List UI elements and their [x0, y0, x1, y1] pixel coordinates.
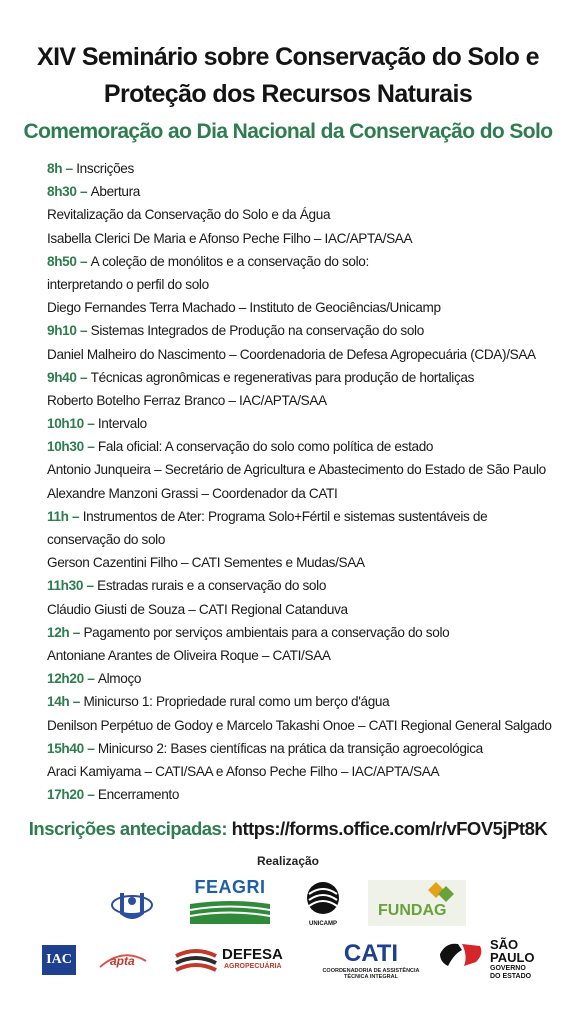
program-text: A coleção de monólitos e a conservação do solo: [90, 253, 369, 269]
registration-label: Inscrições antecipadas: [28, 818, 228, 839]
time-separator: – [76, 253, 91, 269]
iac-logo [42, 945, 76, 975]
program-text: Encerramento [97, 787, 180, 803]
time-separator: – [76, 369, 91, 385]
program-text: conservação do solo [47, 532, 166, 547]
cati-logo [316, 940, 426, 986]
program-text: Antoniane Arantes de Oliveira Roque – CATI/SAA [47, 647, 331, 663]
fundag-logo [368, 880, 466, 926]
time-separator: – [69, 694, 84, 710]
program-text: Antonio Junqueira – Secretário de Agricultura e Abastecimento do Estado de São Paulo [47, 462, 546, 478]
program-line [47, 598, 567, 621]
program-line [47, 296, 567, 319]
cati-subtext-2: TÉCNICA INTEGRAL [344, 974, 398, 980]
sp-text-1: SÃO [490, 937, 519, 952]
program-text: Isabella Clerici De Maria e Afonso Peche Filho – IAC/APTA/SAA [47, 230, 413, 246]
cati-subtext-1: COORDENADORIA DE ASSISTÊNCIA [322, 968, 420, 974]
program-time: 9h10 [47, 323, 77, 339]
time-separator: – [83, 416, 98, 432]
unicamp-icon [301, 880, 345, 916]
program-text: Araci Kamiyama – CATI/SAA e Afonso Peche Filho – IAC/APTA/SAA [47, 763, 440, 779]
program-text: Daniel Malheiro do Nascimento – Coordenadoria de Defesa Agropecuária (CDA)/SAA [47, 346, 536, 362]
program-time: 8h30 [47, 184, 77, 200]
unicamp-logo [298, 880, 348, 928]
defesa-logo [174, 946, 299, 976]
program-time: 12h [47, 624, 70, 640]
program-time: 11h30 [47, 578, 84, 594]
time-separator: – [83, 740, 98, 756]
defesa-text-2: AGROPECUÁRIA [224, 963, 282, 970]
time-separator: – [62, 161, 77, 176]
title-line-1: XIV Seminário sobre Conservação do Solo e [37, 43, 539, 71]
program-text: Intervalo [97, 416, 147, 432]
time-separator: – [83, 439, 98, 455]
apta-text: apta [110, 954, 135, 968]
program-time: 14h [47, 694, 70, 710]
program-line [47, 250, 567, 273]
time-separator: – [83, 578, 98, 594]
program-line [47, 343, 567, 366]
cati-text: CATI [343, 940, 399, 967]
feagri-text: FEAGRI [194, 877, 266, 897]
program-line [47, 528, 567, 551]
realizacao-heading: Realização [256, 854, 320, 868]
fundag-text: FUNDAG [378, 902, 447, 919]
program-line [47, 366, 567, 389]
program-time: 12h20 [47, 671, 84, 687]
program-line [47, 157, 567, 180]
ag-logo-icon [108, 885, 156, 925]
time-separator: – [76, 184, 91, 200]
program-line [47, 667, 567, 690]
program-text: Roberto Botelho Ferraz Branco – IAC/APTA/SAA [47, 392, 327, 408]
program-line [47, 574, 567, 597]
time-separator: – [76, 323, 91, 339]
program-text: Sistemas Integrados de Produção na conservação do solo [90, 323, 424, 339]
time-separator: – [83, 671, 98, 687]
program-text: Instrumentos de Ater: Programa Solo+Fértil e sistemas sustentáveis de [82, 508, 488, 524]
program-line [47, 737, 567, 760]
program-time: 11h [47, 508, 69, 524]
sp-text-4: DO ESTADO [490, 973, 532, 980]
feagri-field-icon [190, 898, 270, 924]
program-line [47, 227, 567, 250]
defesa-stripes-icon [174, 946, 218, 972]
program-text: Estradas rurais e a conservação do solo [97, 578, 327, 594]
title-line-2: Proteção dos Recursos Naturais [103, 80, 473, 108]
sp-text-3: GOVERNO [490, 965, 526, 972]
program-text: Denilson Perpétuo de Godoy e Marcelo Takashi Onoe – CATI Regional General Salgado [47, 717, 552, 733]
ag-unicamp-logo [108, 885, 156, 925]
program-text: Diego Fernandes Terra Machado – Instituto de Geociências/Unicamp [47, 300, 441, 316]
program-time: 8h50 [47, 253, 77, 269]
program-text: Cláudio Giusti de Souza – CATI Regional Catanduva [47, 601, 348, 617]
fundag-diamond-icon [426, 882, 456, 904]
sp-text-2: PAULO [490, 950, 535, 965]
program-text: Alexandre Manzoni Grassi – Coordenador da CATI [47, 485, 338, 501]
program-time: 8h [47, 161, 63, 176]
program-line [47, 180, 567, 203]
sp-government-logo [438, 937, 548, 1000]
program-time: 10h30 [47, 439, 84, 455]
program-line [47, 203, 567, 226]
program-line [47, 551, 567, 574]
program-line [47, 319, 567, 342]
time-separator: – [83, 787, 98, 803]
program-line [47, 389, 567, 412]
program-time: 9h40 [47, 369, 77, 385]
program-line [47, 783, 567, 806]
program-text: Abertura [90, 184, 141, 200]
registration [0, 818, 576, 840]
program-text: Pagamento por serviços ambientais para a conservação do solo [83, 624, 450, 640]
program-line [47, 690, 567, 713]
unicamp-text: UNICAMP [309, 921, 337, 927]
program-text: Minicurso 1: Propriedade rural como um berço d'água [83, 694, 390, 710]
program-line [47, 760, 567, 783]
program-line [47, 482, 567, 505]
program-text: Almoço [97, 671, 142, 687]
program-line [47, 621, 567, 644]
program-line [47, 435, 567, 458]
program-line [47, 714, 567, 737]
program-line [47, 644, 567, 667]
sp-map-icon [438, 940, 484, 968]
iac-text: IAC [46, 952, 72, 967]
program-list [47, 157, 567, 806]
program-line [47, 458, 567, 481]
program-text: interpretando o perfil do solo [47, 276, 209, 292]
program-line [47, 273, 567, 296]
defesa-text: DEFESA [222, 946, 283, 963]
program-time: 10h10 [47, 416, 84, 432]
program-text: Fala oficial: A conservação do solo como política de estado [97, 439, 434, 455]
program-line [47, 505, 567, 528]
feagri-logo [190, 877, 270, 927]
program-line [47, 412, 567, 435]
program-text: Gerson Cazentini Filho – CATI Sementes e Mudas/SAA [47, 555, 365, 571]
subtitle: Comemoração ao Dia Nacional da Conservação do Solo [23, 120, 553, 143]
time-separator: – [68, 508, 83, 524]
program-text: Minicurso 2: Bases científicas na prática da transição agroecológica [97, 740, 483, 756]
registration-link[interactable]: https://forms.office.com/r/vFOV5jPt8K [231, 818, 548, 839]
apta-logo [98, 945, 148, 975]
program-time: 15h40 [47, 740, 84, 756]
program-time: 17h20 [47, 787, 84, 803]
program-text: Técnicas agronômicas e regenerativas para produção de hortaliças [90, 369, 475, 385]
program-text: Revitalização da Conservação do Solo e da Água [47, 207, 331, 223]
time-separator: – [69, 624, 84, 640]
program-text: Inscrições [76, 161, 134, 176]
